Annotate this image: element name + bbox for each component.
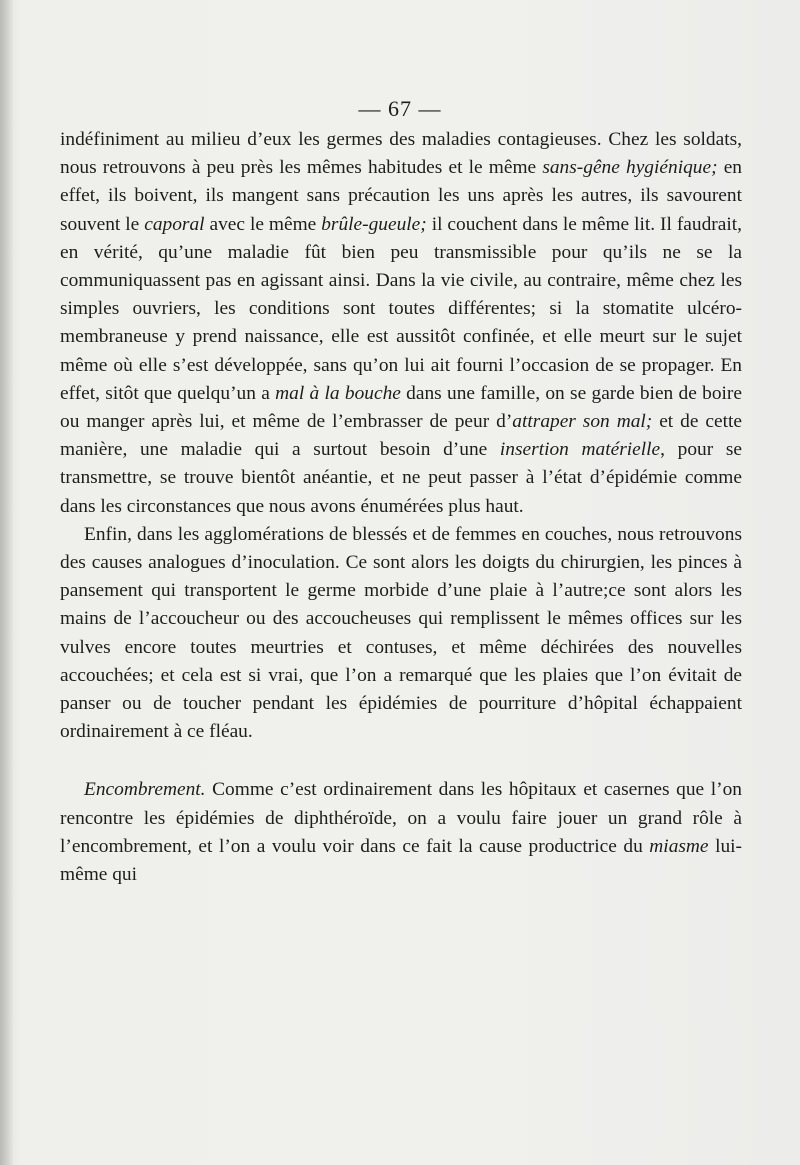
paragraph-wounded-and-lying-in bbox=[60, 521, 742, 747]
italic-text-run: mal à la bouche bbox=[275, 382, 401, 404]
italic-text-run: sans-gêne hygiénique; bbox=[542, 157, 718, 179]
text-run: il couchent dans le même lit. Il faudrait, en vérité, qu’une maladie fût bien peu transmissible pour qu’ils ne se la communiquassent pas en agissant ainsi. Dans la vie civile, au contraire, même chez les simples ouvriers, les conditions sont toutes différentes; si la stomatite ulcéro-membraneuse y prend naissance, elle est aussitôt confinée, et elle meurt sur le sujet même où elle s’est développée, sans qu’on lui ait fourni l’occasion de se propager. En effet, sitôt que quelqu’un a bbox=[60, 213, 742, 404]
italic-text-run: Encombrement. bbox=[84, 779, 206, 801]
text-run: en effet, ils boivent, ils mangent sans précaution les uns après les autres, ils savourent souvent le bbox=[60, 157, 743, 235]
page-spine-shadow bbox=[0, 0, 14, 1165]
paragraph-soldiers-contagion bbox=[60, 126, 742, 521]
italic-text-run: caporal bbox=[144, 213, 205, 235]
italic-text-run: attraper son mal; bbox=[512, 411, 653, 433]
italic-text-run: brûle-gueule; bbox=[321, 213, 427, 235]
text-run: dans une famille, on se garde bien de boire ou manger après lui, et même de l’embrasser de peur d’ bbox=[60, 382, 742, 433]
italic-text-run: miasme bbox=[649, 835, 709, 857]
text-run: indéfiniment au milieu d’eux les germes des maladies contagieuses. Chez les soldats, nous retrouvons à peu près les mêmes habitudes et le même bbox=[60, 129, 742, 179]
text-run: Enfin, dans les agglomérations de blessés et de femmes en couches, nous retrouvons des causes analogues d’inoculation. Ce sont alors les doigts du chirurgien, les pinces à pansement qui transportent le germe morbide d’une plaie à l’autre;ce sont alors les mains de l’accoucheur ou des accoucheuses qui remplissent le mêmes offices sur les vulves encore toutes meurtries et contuses, et même déchirées des nouvelles accouchées; et cela est si vrai, que l’on a remarqué que les plaies que l’on évitait de panser ou de toucher pendant les épidémies de pourriture d’hôpital échappaient ordinairement à ce fléau. bbox=[60, 523, 742, 743]
paragraph-encombrement bbox=[60, 776, 742, 889]
text-run: , pour se transmettre, se trouve bientôt anéantie, et ne peut passer à l’état d’épidémie comme dans les circonstances que nous avons énumérées plus haut. bbox=[60, 439, 742, 517]
italic-text-run: insertion matérielle bbox=[499, 439, 661, 461]
text-run: lui-même qui bbox=[60, 835, 742, 886]
page-number: — 67 — bbox=[358, 96, 442, 121]
text-run: avec le même bbox=[204, 213, 322, 235]
text-run: et de cette manière, une maladie qui a surtout besoin d’une bbox=[60, 411, 742, 461]
text-run: Comme c’est ordinairement dans les hôpitaux et casernes que l’on rencontre les épidémies de diphthéroïde, on a voulu faire jouer un grand rôle à l’encombrement, et l’on a voulu voir dans ce fait la cause productrice du bbox=[60, 779, 742, 857]
body-text bbox=[60, 126, 742, 889]
